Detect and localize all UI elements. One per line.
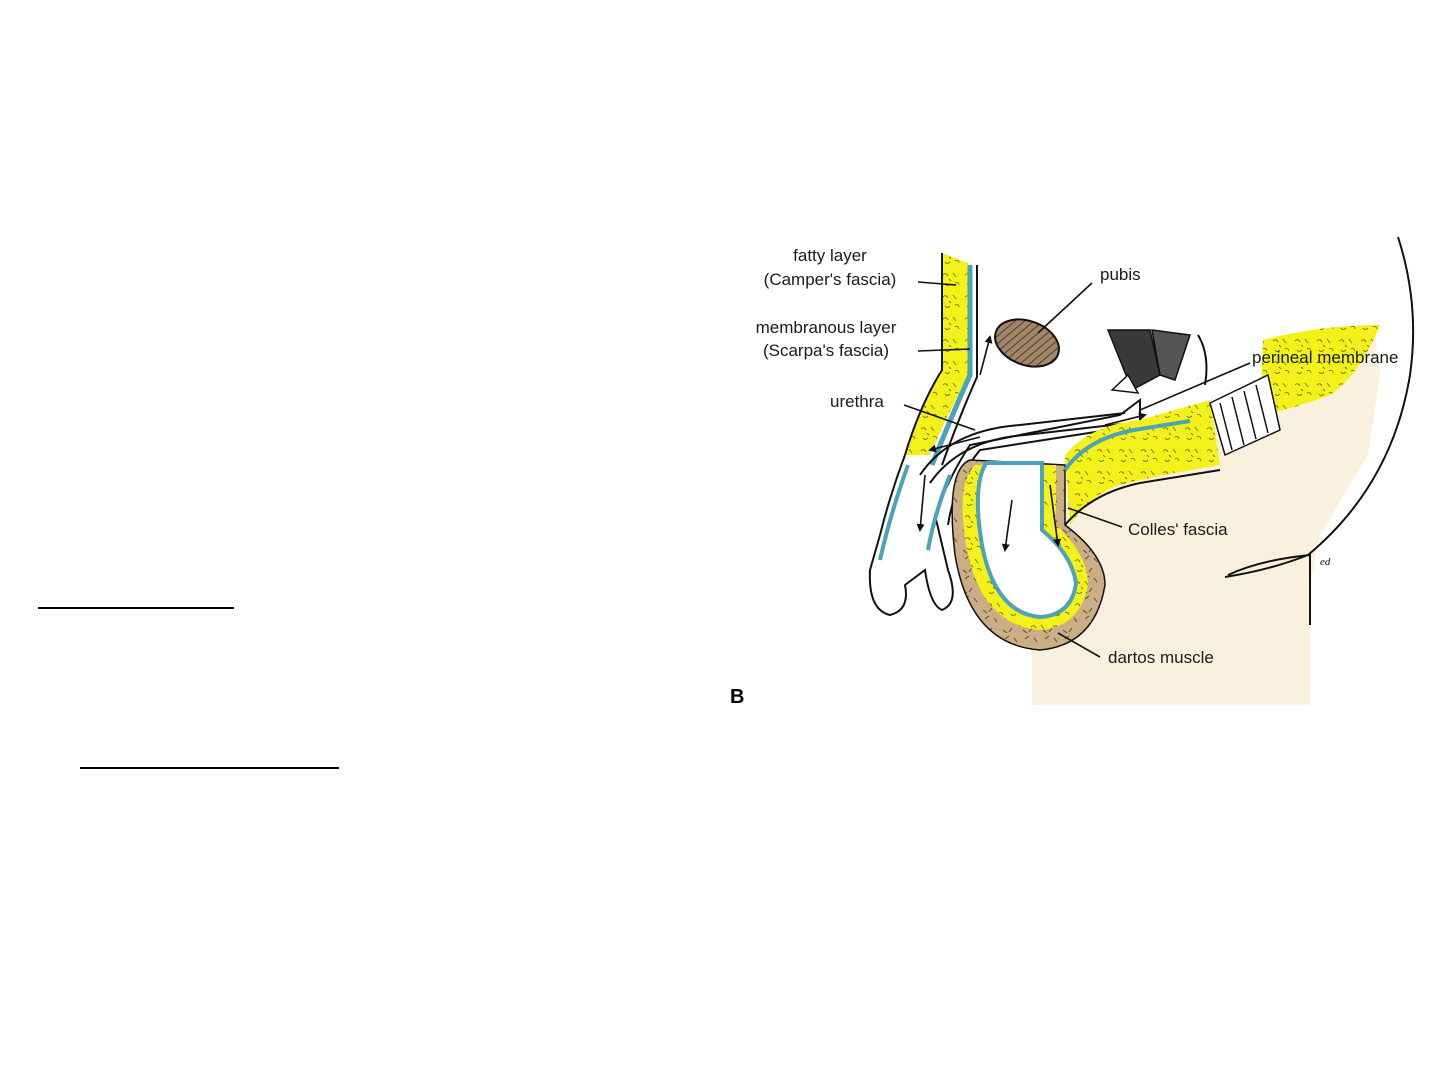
label-colles-fascia: Colles' fascia [1128, 520, 1228, 539]
blank-rule-line-2 [80, 767, 339, 769]
label-fatty-layer-2: (Camper's fascia) [763, 270, 897, 289]
label-fatty-layer-1: fatty layer [793, 246, 867, 265]
arrow-up-abdomen [980, 337, 990, 375]
anatomy-diagram [720, 225, 1435, 720]
deep-perineal-muscle [1108, 330, 1160, 390]
label-urethra: urethra [830, 392, 884, 411]
label-pubis: pubis [1100, 265, 1141, 284]
label-dartos-muscle: dartos muscle [1108, 648, 1214, 667]
label-perineal-membrane: perineal membrane [1252, 348, 1399, 367]
label-membranous-1: membranous layer [755, 318, 897, 337]
label-membranous-2: (Scarpa's fascia) [762, 341, 890, 360]
pubis-bone [988, 311, 1065, 375]
leader-pubis [1038, 283, 1092, 333]
artist-signature: ed [1320, 556, 1331, 568]
blank-rule-line-1 [38, 607, 234, 609]
panel-letter: B [730, 686, 745, 708]
